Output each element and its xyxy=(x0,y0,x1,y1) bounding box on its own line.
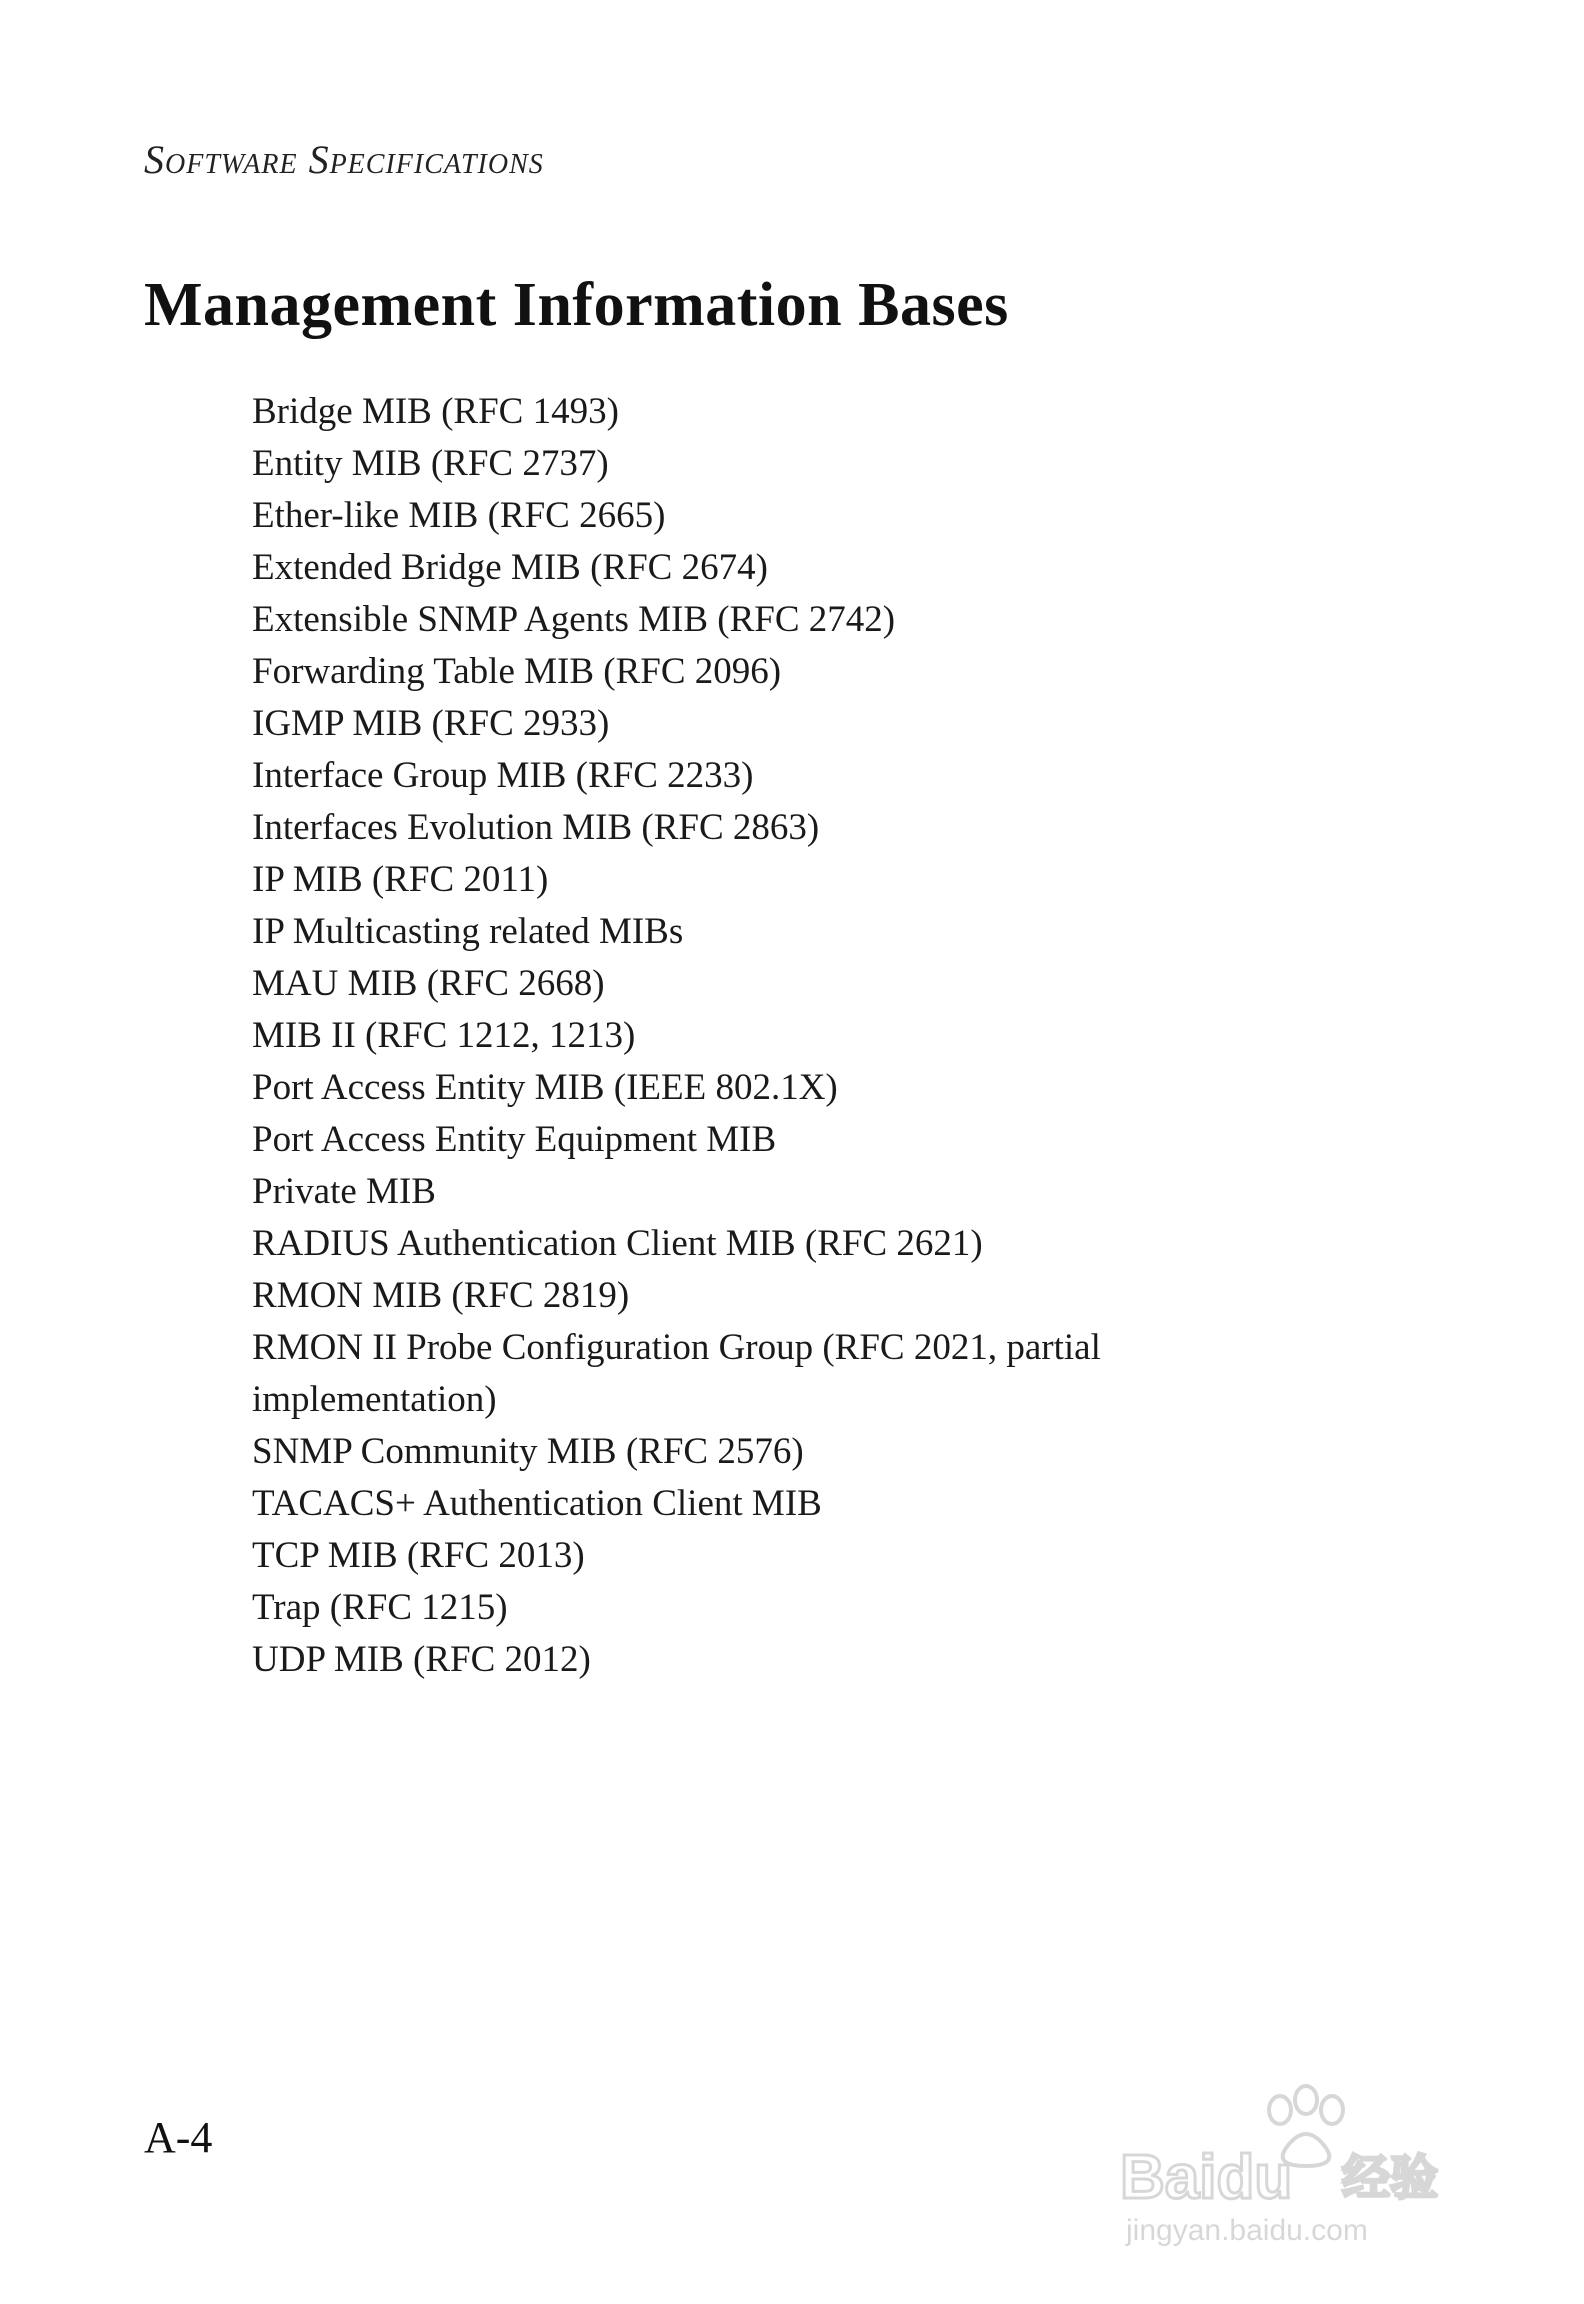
mib-list xyxy=(252,386,1252,1686)
list-item: MAU MIB (RFC 2668) xyxy=(252,963,605,1004)
list-item: MIB II (RFC 1212, 1213) xyxy=(252,1015,636,1056)
list-item: Interfaces Evolution MIB (RFC 2863) xyxy=(252,807,820,848)
list-item: RMON MIB (RFC 2819) xyxy=(252,1275,630,1316)
list-item: TCP MIB (RFC 2013) xyxy=(252,1535,585,1576)
list-item: SNMP Community MIB (RFC 2576) xyxy=(252,1431,804,1472)
list-item: Bridge MIB (RFC 1493) xyxy=(252,391,619,432)
list-item: Extended Bridge MIB (RFC 2674) xyxy=(252,547,768,588)
list-item: RMON II Probe Configuration Group (RFC 2021, partial implementation) xyxy=(252,1327,1101,1420)
running-header: Software Specifications xyxy=(144,137,544,182)
list-item: TACACS+ Authentication Client MIB xyxy=(252,1483,822,1524)
list-item: Forwarding Table MIB (RFC 2096) xyxy=(252,651,782,692)
list-item: RADIUS Authentication Client MIB (RFC 2621) xyxy=(252,1223,983,1264)
page-number: A-4 xyxy=(144,2113,213,2162)
list-item: Trap (RFC 1215) xyxy=(252,1587,508,1628)
list-item: UDP MIB (RFC 2012) xyxy=(252,1639,591,1680)
watermark-url: jingyan.baidu.com xyxy=(1126,2214,1368,2247)
list-item: Entity MIB (RFC 2737) xyxy=(252,443,609,484)
section-title: Management Information Bases xyxy=(144,271,1009,339)
baidu-watermark xyxy=(1110,2070,1510,2250)
list-item: IGMP MIB (RFC 2933) xyxy=(252,703,610,744)
watermark-brand: Baidu xyxy=(1120,2143,1293,2212)
watermark-brand-suffix: 经验 xyxy=(1342,2150,1439,2206)
list-item: Ether-like MIB (RFC 2665) xyxy=(252,495,666,536)
list-item: IP Multicasting related MIBs xyxy=(252,911,684,952)
list-item: Private MIB xyxy=(252,1171,436,1212)
list-item: Port Access Entity MIB (IEEE 802.1X) xyxy=(252,1067,838,1108)
list-item: Extensible SNMP Agents MIB (RFC 2742) xyxy=(252,599,896,640)
list-item: IP MIB (RFC 2011) xyxy=(252,859,549,900)
list-item: Interface Group MIB (RFC 2233) xyxy=(252,755,754,796)
list-item: Port Access Entity Equipment MIB xyxy=(252,1119,777,1160)
